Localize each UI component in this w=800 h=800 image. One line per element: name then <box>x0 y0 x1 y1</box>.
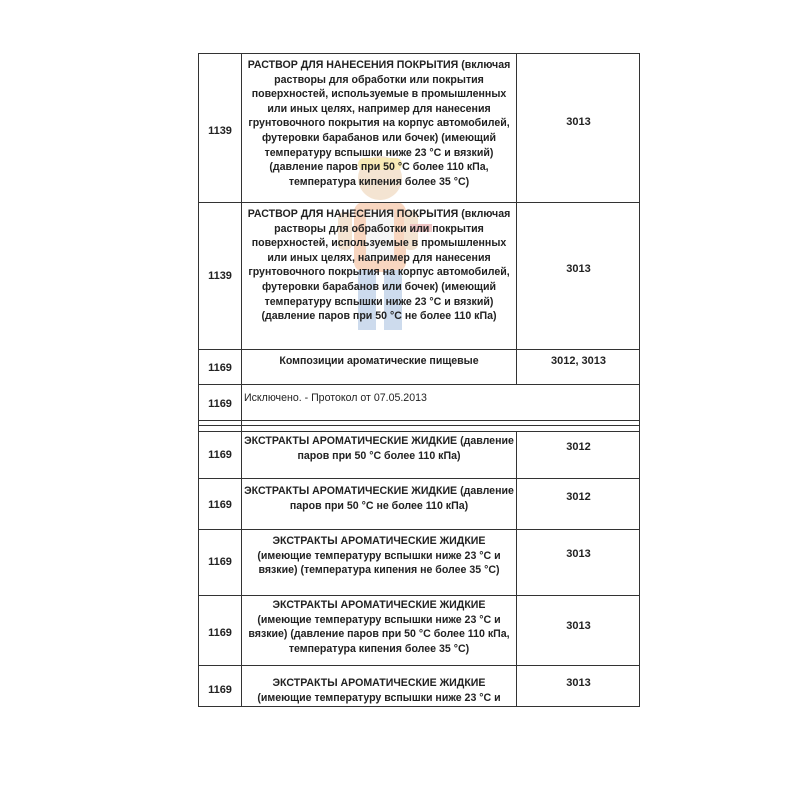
table-row-number: 3013 <box>566 620 591 632</box>
table-row-code: 1169 <box>208 499 232 511</box>
table-row-description: ЭКСТРАКТЫ АРОМАТИЧЕСКИЕ ЖИДКИЕ (имеющие температуру вспышки ниже 23 °С и вязкие) (температура кипения не более 35 °С) <box>257 535 501 577</box>
table-row-code: 1169 <box>208 684 232 696</box>
table-row-number: 3013 <box>566 677 591 689</box>
table-row-code: 1169 <box>208 449 232 461</box>
table-row-number: 3012 <box>566 491 591 503</box>
table-row-number: 3013 <box>566 263 591 275</box>
table-row-number: 3012 <box>566 441 591 453</box>
column-divider-code <box>241 53 242 707</box>
row-divider <box>198 595 640 596</box>
table-row-description: ЭКСТРАКТЫ АРОМАТИЧЕСКИЕ ЖИДКИЕ (имеющие температуру вспышки ниже 23 °С и <box>257 677 501 704</box>
table-row-code: 1169 <box>208 627 232 639</box>
table-row-number: 3012, 3013 <box>550 355 607 367</box>
table-row-description: ЭКСТРАКТЫ АРОМАТИЧЕСКИЕ ЖИДКИЕ (имеющие температуру вспышки ниже 23 °С и вязкие) (давление паров при 50 °С более 110 кПа, температура кипения более 35 °С) <box>248 599 510 655</box>
table-row-number: 3013 <box>566 548 591 560</box>
row-divider <box>198 384 640 385</box>
table-row-code: 1169 <box>208 398 232 410</box>
table-row-code: 1139 <box>208 270 232 282</box>
table-row-description: Композиции ароматические пищевые <box>279 355 479 367</box>
table-row-code: 1169 <box>208 362 232 374</box>
row-divider <box>198 349 640 350</box>
table-row-description: Исключено. - Протокол от 07.05.2013 <box>244 392 427 404</box>
table-row-number: 3013 <box>566 116 591 128</box>
row-divider <box>198 478 640 479</box>
row-divider <box>198 665 640 666</box>
table-row-description: ЭКСТРАКТЫ АРОМАТИЧЕСКИЕ ЖИДКИЕ (давление паров при 50 °С не более 110 кПа) <box>244 485 514 512</box>
column-divider-number <box>516 53 517 384</box>
row-divider <box>198 202 640 203</box>
table-row-description: ЭКСТРАКТЫ АРОМАТИЧЕСКИЕ ЖИДКИЕ (давление паров при 50 °С более 110 кПа) <box>244 435 514 462</box>
row-divider <box>198 420 640 421</box>
row-divider <box>198 425 640 426</box>
table-row-code: 1169 <box>208 556 232 568</box>
row-divider <box>198 529 640 530</box>
table-row-code: 1139 <box>208 125 232 137</box>
row-divider <box>198 431 640 432</box>
table-row-description: РАСТВОР ДЛЯ НАНЕСЕНИЯ ПОКРЫТИЯ (включая растворы для обработки или покрытия поверхностей, используемые в промышленных или иных целях, например для нанесения грунтовочного покрытия на корпус автомобилей, футеровки барабанов или бочек) (имеющий температуру вспышки ниже 23 °С и вязкий) (давление паров при 50 °С не более 110 кПа) <box>247 208 511 323</box>
table-row-description: РАСТВОР ДЛЯ НАНЕСЕНИЯ ПОКРЫТИЯ (включая растворы для обработки или покрытия поверхностей, используемые в промышленных или иных целях, например для нанесения грунтовочного покрытия на корпус автомобилей, футеровки барабанов или бочек) (имеющий температуру вспышки ниже 23 °С и вязкий) (давление паров при 50 °С более 110 кПа, температура кипения более 35 °С) <box>247 59 511 188</box>
